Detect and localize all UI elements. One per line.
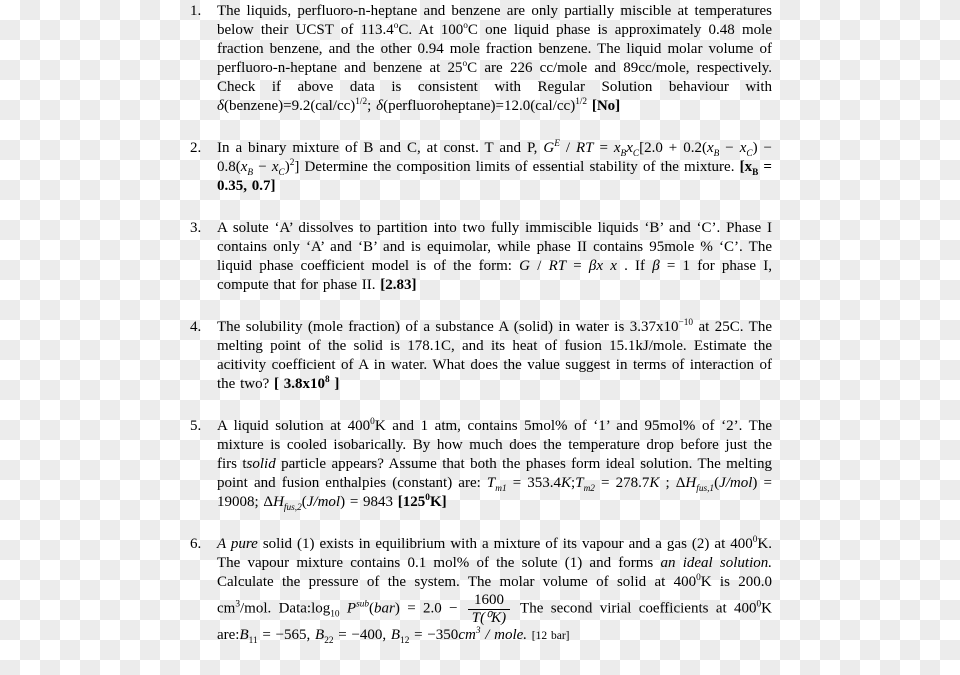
problem-number: 5. [190,418,202,434]
problem-text: A liquid solution at $400^0K$ and 1 atm, contains 5mol% of ‘1’ and 95mol% of ‘2’. The mixture is cooled isobarically. By how much does the temperature drop before just the firs tsolid particle appears? Assume that both the phases form ideal solution. The melting point and fusion enthalpies (constant) are: $T_{m1}$ = $353.4K;T_{m2} = 278.7K$ ; $\Delta H_{fus,1}(J/mol) = 19008$; $\Delta H_{fus,2}(J/mol) = 9843$ $[125^0K]$ [217,417,772,513]
problem-number: 2. [190,140,202,156]
problem-item-4 [190,318,772,394]
problem-item-5 [190,417,772,512]
problem-item-1 [190,2,772,116]
problem-text: A pure solid (1) exists in equilibrium with a mixture of its vapour and a gas (2) at $400^0K$. The vapour mixture contains 0.1 mol% of the solute (1) and forms an ideal solution. Calculate the pressure of the system. The molar volume of solid at $400^0K$ is 200.0 $cm^3$/mol. $Data:\log_{10}$ $P^{sub}(bar) = 2.0$ − $\frac{1600}{\text{T(⁰K)}}$ The second virial coefficients at $400^0K$ $are:B_{11} = -565$, $B_{22} = -400$, $B_{12} = -350cm^3$ / mole. [12 bar] [217,535,773,646]
document-content [190,2,772,646]
problem-number: 6. [190,536,202,552]
problem-number: 3. [190,220,202,236]
problem-item-2 [190,139,772,196]
problem-text: A solute ‘A’ dissolves to partition into two fully immiscible liquids ‘B’ and ‘C’. Phase I contains only ‘A’ and ‘B’ and is equimolar, while phase II contains 95mole % ‘C’. The liquid phase coefficient model is of the form: G / RT = βx x . If β = 1 for phase I, compute that for phase II. [2.83] [217,220,772,293]
problem-number: 4. [190,319,202,335]
problem-text: In a binary mixture of B and C, at const. T and P, $G^E$ / RT = $x_Bx_C[2.0 + 0.2(x_B - x_C) - 0.8(x_B - x_C)^2]$ Determine the composition limits of essential stability of the mixture. [$x_B = 0.35$, 0.7] [217,139,772,194]
problem-text: The solubility (mole fraction) of a substance A (solid) in water is $3.37x10^{-10}$ at 25C. The melting point of the solid is 178.1C, and its heat of fusion 15.1kJ/mole. Estimate the acitivity coefficient of A in water. What does the value suggest in terms of interaction of the two? [ $3.8x10^8$ ] [217,318,772,392]
problem-item-6 [190,535,772,646]
problem-item-3 [190,219,772,295]
problem-number: 1. [190,3,202,19]
problem-text: The liquids, perfluoro-n-heptane and benzene are only partially miscible at temperatures below their UCST of 113.4$^o$C. At 100$^o$C one liquid phase is approximately 0.48 mole fraction benzene, and the other 0.94 mole fraction benzene. The liquid molar volume of perfluoro-n-heptane and benzene at 25$^o$C are 226 cc/mole and 89cc/mole, respectively. Check if above data is consistent with Regular Solution behaviour with $\delta(benzene)=9.2(cal/cc)^{1/2}$; $\delta(perfluoroheptane)=12.0(cal/cc)^{1/2}$ [No] [217,3,772,114]
